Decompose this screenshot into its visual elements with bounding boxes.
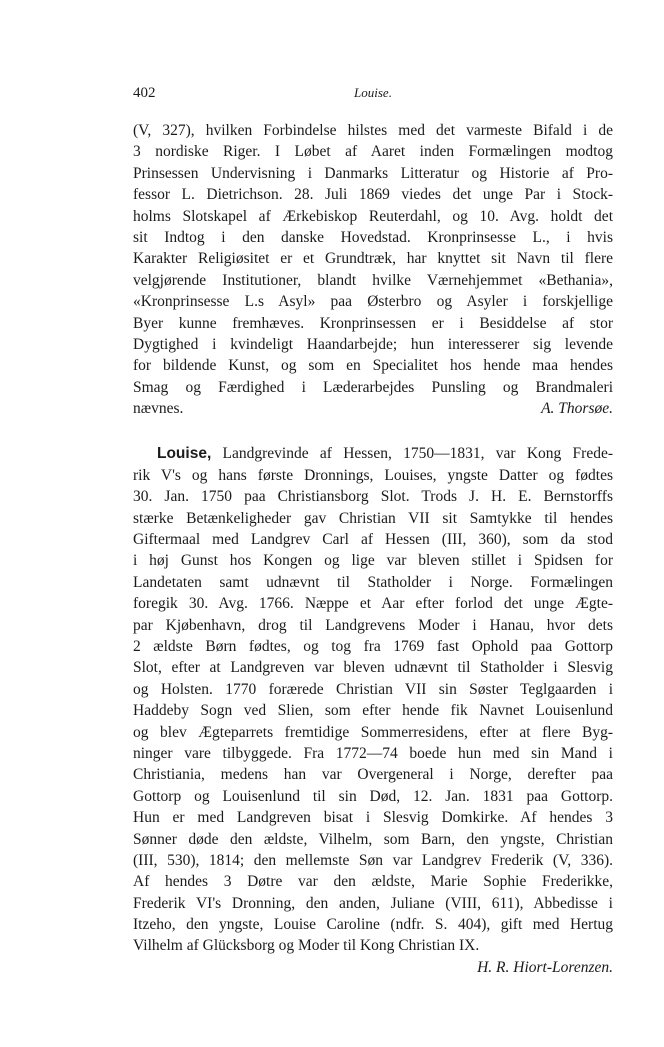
text-line: Landetaten samt udnævnt til Statholder i Norge. Formælingen xyxy=(133,573,613,591)
text-line: Giftermaal med Landgrev Carl af Hessen (III, 360), som da stod xyxy=(133,531,613,549)
text-line: velgjørende Institutioner, blandt hvilke Værnehjemmet «Bethania», xyxy=(133,271,613,289)
text-line: Sønner døde den ældste, Vilhelm, som Barn, den yngste, Christian xyxy=(133,830,613,848)
text-line: Slot, efter at Landgreven var bleven udnævnt til Statholder i Slesvig xyxy=(133,659,613,677)
text-line: Hun er med Landgreven bisat i Slesvig Domkirke. Af hendes 3 xyxy=(133,809,613,827)
text-line: sit Indtog i den danske Hovedstad. Kronprinsesse L., i hvis xyxy=(133,228,613,246)
author-signature: A. Thorsøe. xyxy=(541,400,613,418)
text-line: (III, 530), 1814; den mellemste Søn var Landgrev Frederik (V, 336). xyxy=(133,851,613,869)
text-line: «Kronprinsesse L.s Asyl» paa Østerbro og Asyler i forskjellige xyxy=(133,293,613,311)
text-line: (V, 327), hvilken Forbindelse hilstes med det varmeste Bifald i de xyxy=(133,122,613,139)
text-line: Prinsessen Undervisning i Danmarks Litteratur og Historie af Pro- xyxy=(133,164,613,182)
text-line: Byer kunne fremhæves. Kronprinsessen er i Besiddelse af stor xyxy=(133,314,613,332)
article-louise-hessen xyxy=(133,443,613,978)
text-line: Karakter Religiøsitet er et Grundtræk, har knyttet sit Navn til flere xyxy=(133,250,613,268)
text-line: holms Slotskapel af Ærkebiskop Reuterdahl, og 10. Avg. holdt det xyxy=(133,207,613,225)
text-line: og Holsten. 1770 forærede Christian VII sin Søster Teglgaarden i xyxy=(133,680,613,698)
text-line: Smag og Færdighed i Læderarbejdes Punsling og Brandmaleri xyxy=(133,378,613,396)
text-line: Gottorp og Louisenlund til sin Død, 12. Jan. 1831 paa Gottorp. xyxy=(133,787,613,805)
article-separator xyxy=(133,419,613,443)
text-line: for bildende Kunst, og som en Specialitet hos hende maa hendes xyxy=(133,357,613,375)
page-number: 402 xyxy=(133,85,156,101)
entry-lead: Landgrevinde af Hessen, 1750—1831, var Kong Frede- xyxy=(211,445,613,463)
final-line-with-signature xyxy=(133,398,613,419)
article-continuation xyxy=(133,120,613,419)
text-line: nævnes. xyxy=(133,400,184,418)
text-line: fessor L. Dietrichson. 28. Juli 1869 viedes det unge Par i Stock- xyxy=(133,186,613,204)
text-line: 30. Jan. 1750 paa Christiansborg Slot. Trods J. H. E. Bernstorffs xyxy=(133,488,613,506)
entry-headword: Louise, xyxy=(157,445,212,463)
text-line: ninger vare tilbyggede. Fra 1772—74 boede hun med sin Mand i xyxy=(133,744,613,762)
text-line: stærke Betænkeligheder gav Christian VII sit Samtykke til hendes xyxy=(133,509,613,527)
text-line: 2 ældste Børn fødtes, og tog fra 1769 fast Ophold paa Gottorp xyxy=(133,637,613,655)
text-line: i høj Gunst hos Kongen og lige var bleven stillet i Spidsen for xyxy=(133,552,613,570)
text-line: Dygtighed i kvindeligt Haandarbejde; hun interesserer sig levende xyxy=(133,335,613,353)
page-header xyxy=(133,85,613,107)
text-line: Frederik VI's Dronning, den anden, Juliane (VIII, 611), Abbedisse i xyxy=(133,894,613,912)
text-line: par Kjøbenhavn, drog til Landgrevens Moder i Hanau, hvor dets xyxy=(133,616,613,634)
text-line: rik V's og hans første Dronnings, Louises, yngste Datter og fødtes xyxy=(133,466,613,484)
text-line-first xyxy=(133,443,613,464)
text-line: foregik 30. Avg. 1766. Næppe et Aar efter forlod det unge Ægte- xyxy=(133,595,613,613)
text-line: Christiania, medens han var Overgeneral i Norge, derefter paa xyxy=(133,766,613,784)
author-signature: H. R. Hiort-Lorenzen. xyxy=(477,958,613,976)
text-line: Vilhelm af Glücksborg og Moder til Kong Christian IX. xyxy=(133,937,480,955)
text-line: Af hendes 3 Døtre var den ældste, Marie Sophie Frederikke, xyxy=(133,873,613,891)
running-head: Louise. xyxy=(354,85,392,100)
body-text xyxy=(133,120,613,978)
text-line: Haddeby Sogn ved Slien, som efter hende fik Navnet Louisenlund xyxy=(133,702,613,720)
text-line: 3 nordiske Riger. I Løbet af Aaret inden Formælingen modtog xyxy=(133,143,613,161)
text-line: Itzeho, den yngste, Louise Caroline (ndfr. S. 404), gift med Hertug xyxy=(133,916,613,934)
text-line: og blev Ægteparrets fremtidige Sommerresidens, efter at flere Byg- xyxy=(133,723,613,741)
